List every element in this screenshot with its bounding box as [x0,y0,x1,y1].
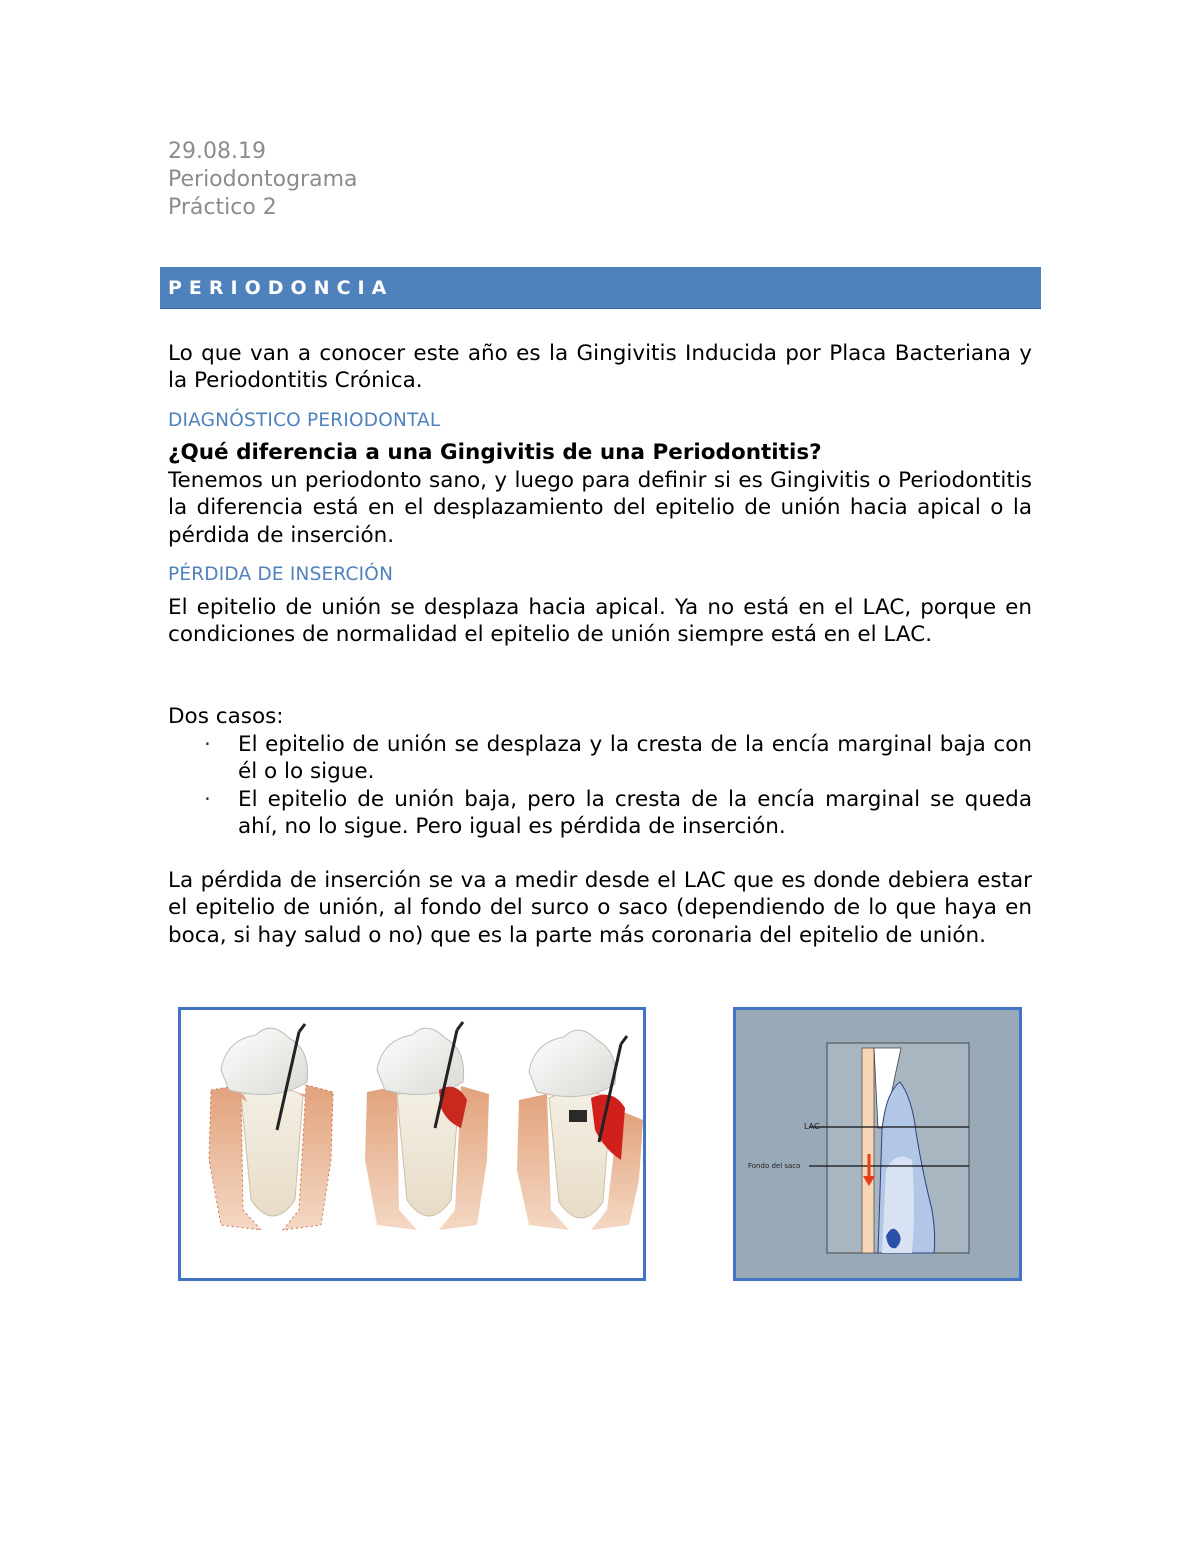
perdida-paragraph: El epitelio de unión se desplaza hacia apical. Ya no está en el LAC, porque en condiciones de normalidad el epitelio de unión siempre está en el LAC. [168,595,1032,648]
diagnostico-paragraph: Tenemos un periodonto sano, y luego para definir si es Gingivitis o Periodontitis la diferencia está en el desplazamiento del epitelio de unión hacia apical o la pérdida de inserción. [168,468,1032,548]
bullet-marker: · [204,732,211,757]
measure-paragraph: La pérdida de inserción se va a medir desde el LAC que es donde debiera estar el epitelio de unión, al fondo del surco o saco (dependiendo de lo que haya en boca, si hay salud o no) que es la parte más coronaria del epitelio de unión. [168,868,1032,948]
attachment-loss-diagram [733,1007,1022,1281]
cases-label: Dos casos: [168,704,284,729]
date-text: 29.08.19 [168,139,266,164]
cases-list [168,731,1032,840]
list-item-text: El epitelio de unión se desplaza y la cresta de la encía marginal baja con él o lo sigue. [238,732,1032,785]
list-item [168,731,1032,786]
healthy-tooth [209,1024,333,1230]
list-item-text: El epitelio de unión baja, pero la cresta de la encía marginal se queda ahí, no lo sigue. Pero igual es pérdida de inserción. [238,786,1032,839]
lac-label: LAC [804,1122,820,1131]
teeth-probe-figure [178,1007,646,1281]
tooth-root-strip [862,1048,874,1253]
periodontitis-tooth [517,1030,643,1230]
question-text: ¿Qué diferencia a una Gingivitis de una Periodontitis? [168,440,822,465]
list-item [168,786,1032,841]
topic-text: Periodontograma [168,167,358,192]
teeth-illustration [181,1010,643,1278]
section-banner: PERIODONCIA [160,267,1041,309]
gingivitis-tooth [365,1022,489,1230]
practical-text: Práctico 2 [168,195,277,220]
document-meta [168,138,358,222]
perdida-heading: PÉRDIDA DE INSERCIÓN [168,564,394,585]
bullet-marker: · [204,786,211,812]
diagnostico-heading: DIAGNÓSTICO PERIODONTAL [168,410,441,431]
diagram-svg [736,1010,1019,1278]
intro-paragraph: Lo que van a conocer este año es la Gingivitis Inducida por Placa Bacteriana y la Periodontitis Crónica. [168,341,1032,394]
fondo-label: Fondo del saco [748,1162,801,1170]
